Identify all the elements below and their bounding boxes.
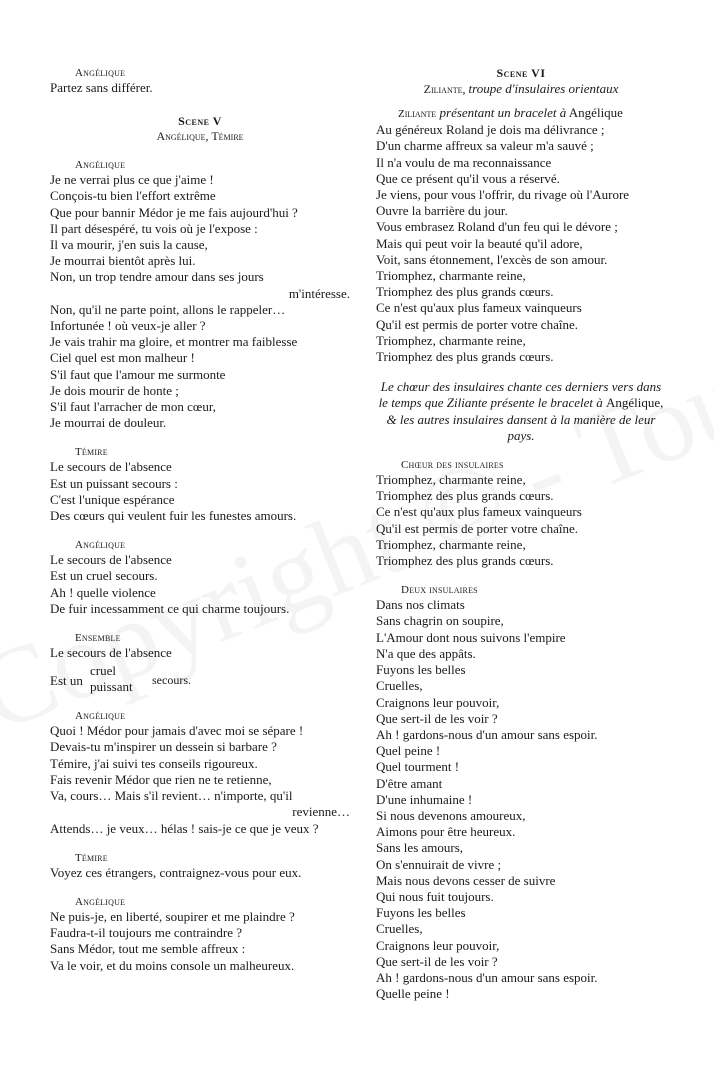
- verse-line: Aimons pour être heureux.: [376, 824, 516, 840]
- verse-line: S'il faut que l'amour me surmonte: [50, 366, 226, 382]
- stage-text: présente le bracelet à: [490, 395, 603, 411]
- verse-line: Ne puis-je, en liberté, soupirer et me plaindre ?: [50, 908, 295, 924]
- scene-v-cast: Angélique, Témire: [156, 129, 244, 144]
- verse-line: N'a que des appâts.: [376, 645, 476, 661]
- scene-vi-title: Scene VI: [496, 66, 546, 80]
- verse-line: Que sert-il de les voir ?: [376, 710, 498, 726]
- verse-line: Si nous devenons amoureux,: [376, 807, 526, 823]
- cast-name: Ziliante,: [423, 82, 466, 96]
- verse-line: Ah ! gardons-nous d'un amour sans espoir.: [376, 969, 598, 985]
- verse-line: Triomphez des plus grands cœurs.: [376, 284, 554, 300]
- verse-line: Il n'a voulu de ma reconnaissance: [376, 154, 552, 170]
- verse-line: Quelle peine !: [376, 986, 450, 1002]
- verse-line: Craignons leur pouvoir,: [376, 937, 500, 953]
- verse-line: Mais qui peut voir la beauté qu'il adore,: [376, 235, 583, 251]
- verse-line: Va le voir, et du moins console un malheureux.: [50, 957, 295, 973]
- verse-line: D'un charme affreux sa valeur m'a sauvé ;: [376, 138, 594, 154]
- verse-line: Devais-tu m'inspirer un dessein si barbare ?: [50, 739, 277, 755]
- speaker-deux-insulaires: Deux insulaires: [401, 584, 478, 597]
- speaker-ziliante: Ziliante: [398, 108, 437, 120]
- verse-line: Je vais trahir ma gloire, et montrer ma faiblesse: [50, 334, 298, 350]
- verse-line: Voyez ces étrangers, contraignez-vous pour eux.: [50, 864, 302, 880]
- variant-puissant: puissant: [90, 679, 133, 695]
- left-column: [50, 66, 350, 974]
- verse-line: Que ce présent qu'il vous a réservé.: [376, 170, 560, 186]
- scene-v-title: Scene V: [178, 114, 222, 129]
- verse-line: Va, cours… Mais s'il revient… n'importe, qu'il: [50, 788, 293, 804]
- verse-line: Est un cruel secours.: [50, 568, 158, 584]
- verse-line: Qui nous fuit toujours.: [376, 888, 494, 904]
- verse-line: Que sert-il de les voir ?: [376, 953, 498, 969]
- stage-text: Le chœur des insulaires chante ces derniers vers dans le temps que Ziliante: [378, 379, 662, 411]
- verse-line: D'une inhumaine !: [376, 791, 473, 807]
- verse-line: Ce n'est qu'aux plus fameux vainqueurs: [376, 504, 582, 520]
- speaker-angelique: Angélique: [75, 539, 126, 552]
- verse-line: Quel peine !: [376, 743, 441, 759]
- stage-name: Angélique,: [606, 395, 664, 411]
- right-column: [376, 66, 666, 1002]
- verse-line: Fuyons les belles: [376, 662, 466, 678]
- verse-line: Vous embrasez Roland d'un feu qui le dévore ;: [376, 219, 618, 235]
- stage-text: & les autres insulaires dansent à la manière de leur pays.: [386, 411, 656, 443]
- verse-line: Ce n'est qu'aux plus fameux vainqueurs: [376, 300, 582, 316]
- verse-line: Cruelles,: [376, 921, 423, 937]
- speaker-angelique: Angélique: [75, 67, 126, 79]
- verse-continuation: m'intéresse.: [288, 285, 350, 301]
- verse-line: Il part désespéré, tu vois où je l'expose :: [50, 220, 258, 236]
- verse-line: Triomphez des plus grands cœurs.: [376, 488, 554, 504]
- stage-direction: présentant un bracelet à: [439, 105, 567, 120]
- verse-line: Dans nos climats: [376, 597, 465, 613]
- verse-continuation: revienne…: [292, 804, 350, 820]
- speaker-choeur: Chœur des insulaires: [401, 459, 504, 472]
- speaker-angelique: Angélique: [75, 710, 126, 723]
- verse-line: C'est l'unique espérance: [50, 491, 175, 507]
- speaker-angelique: Angélique: [75, 159, 126, 172]
- verse-line: Quel tourment !: [376, 759, 460, 775]
- speaker-temire: Témire: [75, 446, 108, 459]
- verse-line: Ciel quel est mon malheur !: [50, 350, 195, 366]
- verse-line: Je viens, pour vous l'offrir, du rivage où l'Aurore: [376, 187, 630, 203]
- verse-line: Attends… je veux… hélas ! sais-je ce que je veux ?: [50, 820, 319, 836]
- stage-target: Angélique: [568, 105, 623, 120]
- variant-cruel: cruel: [90, 663, 116, 679]
- verse-line: Fuyons les belles: [376, 905, 466, 921]
- verse-line: Je ne verrai plus ce que j'aime !: [50, 172, 214, 188]
- verse-line: Qu'il est permis de porter votre chaîne.: [376, 520, 578, 536]
- speaker-temire: Témire: [75, 851, 108, 864]
- verse-line: S'il faut l'arracher de mon cœur,: [50, 399, 216, 415]
- verse-line: Sans Médor, tout me semble affreux :: [50, 941, 246, 957]
- verse-line: Quoi ! Médor pour jamais d'avec moi se sépare !: [50, 723, 304, 739]
- verse-line: L'Amour dont nous suivons l'empire: [376, 629, 566, 645]
- verse-line: Ouvre la barrière du jour.: [376, 203, 508, 219]
- stage-direction-block: [376, 379, 666, 444]
- verse-line: Mais nous devons cesser de suivre: [376, 872, 556, 888]
- cast-description: troupe d'insulaires orientaux: [468, 81, 619, 96]
- verse-line: Fais revenir Médor que rien ne te retienne,: [50, 771, 272, 787]
- verse-line: Des cœurs qui veulent fuir les funestes amours.: [50, 508, 297, 524]
- verse-line: Sans les amours,: [376, 840, 464, 856]
- verse-line: Ah ! gardons-nous d'un amour sans espoir.: [376, 726, 598, 742]
- verse-line: D'être amant: [376, 775, 443, 791]
- verse-line: Ah ! quelle violence: [50, 584, 156, 600]
- verse-line: Le secours de l'absence: [50, 459, 172, 475]
- verse-fragment: Est un: [50, 673, 83, 689]
- scene-vi-cast: [376, 81, 666, 97]
- verse-line: Conçois-tu bien l'effort extrême: [50, 188, 216, 204]
- verse-line: Triomphez, charmante reine,: [376, 472, 526, 488]
- speaker-ensemble: Ensemble: [75, 632, 121, 645]
- verse-line: Que pour bannir Médor je me fais aujourd'hui ?: [50, 204, 298, 220]
- verse-line: Sans chagrin on soupire,: [376, 613, 504, 629]
- speaker-angelique: Angélique: [75, 895, 126, 908]
- verse-line: Non, un trop tendre amour dans ses jours: [50, 269, 264, 285]
- verse-line: Je mourrai bientôt après lui.: [50, 253, 196, 269]
- verse-line: Qu'il est permis de porter votre chaîne.: [376, 316, 578, 332]
- verse-fragment: secours.: [152, 673, 191, 688]
- verse-line: Au généreux Roland je dois ma délivrance ;: [376, 122, 605, 138]
- verse-line: Témire, j'ai suivi tes conseils rigoureux.: [50, 755, 258, 771]
- verse-line: Voit, sans étonnement, l'excès de son amour.: [376, 251, 608, 267]
- verse-line: Triomphez, charmante reine,: [376, 268, 526, 284]
- verse-line: Le secours de l'absence: [50, 645, 172, 661]
- verse-line: On s'ennuirait de vivre ;: [376, 856, 502, 872]
- verse-line: Triomphez, charmante reine,: [376, 536, 526, 552]
- verse-line: Craignons leur pouvoir,: [376, 694, 500, 710]
- duet-variant-line: [50, 661, 350, 699]
- verse-line: Je mourrai de douleur.: [50, 415, 167, 431]
- verse-line: Est un puissant secours :: [50, 475, 178, 491]
- verse-line: Faudra-t-il toujours me contraindre ?: [50, 925, 243, 941]
- verse-line: Infortunée ! où veux-je aller ?: [50, 318, 206, 334]
- verse-line: Triomphez des plus grands cœurs.: [376, 349, 554, 365]
- verse-line: Triomphez des plus grands cœurs.: [376, 553, 554, 569]
- verse-line: Il va mourir, j'en suis la cause,: [50, 237, 208, 253]
- verse-line: Non, qu'il ne parte point, allons le rappeler…: [50, 301, 286, 317]
- verse-line: De fuir incessamment ce qui charme toujours.: [50, 600, 290, 616]
- verse-line: Je dois mourir de honte ;: [50, 382, 179, 398]
- verse-line: Le secours de l'absence: [50, 552, 172, 568]
- speaker-ziliante-direction: [376, 105, 666, 122]
- verse-line: Triomphez, charmante reine,: [376, 332, 526, 348]
- verse-line: Cruelles,: [376, 678, 423, 694]
- verse-line: Partez sans différer.: [50, 80, 153, 95]
